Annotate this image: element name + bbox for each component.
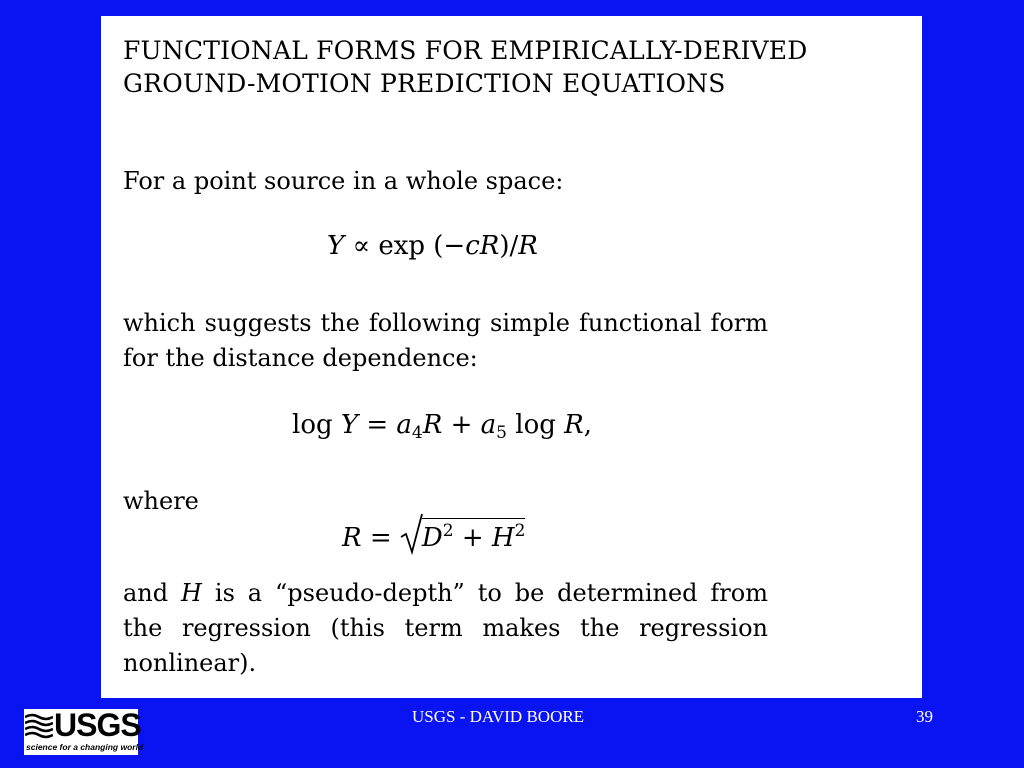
where-text: where [123, 487, 199, 515]
eq3-sup2: 2 [514, 521, 526, 541]
eq3-equals: = [369, 523, 392, 553]
eq3-sup1: 2 [442, 521, 454, 541]
eq3-D: D [421, 523, 443, 553]
eq3-R: R [342, 523, 362, 553]
suggests-paragraph: which suggests the following simple functional form for the distance dependence: [123, 309, 768, 372]
eq1-lhs: Y [327, 231, 345, 261]
radical-sign-icon [400, 512, 424, 556]
closing-part1: and [123, 579, 169, 607]
eq2-a5: a [480, 410, 497, 440]
eq2-log2: log [515, 410, 556, 440]
slide-title [123, 34, 807, 100]
square-root [400, 518, 526, 553]
eq3-plus: + [461, 523, 484, 553]
equation-log-distance [292, 410, 592, 443]
slide-content-panel [101, 16, 922, 698]
eq2-R1: R [422, 410, 443, 440]
eq2-sub5: 5 [496, 423, 507, 443]
eq2-comma: , [583, 410, 592, 440]
radicand [422, 518, 526, 553]
eq3-H: H [491, 523, 515, 553]
closing-H: H [181, 579, 202, 607]
usgs-logo-tagline: science for a changing world [26, 742, 144, 752]
eq1-rhs-suffix: )/ [499, 231, 519, 261]
eq2-Y: Y [340, 410, 359, 440]
eq1-rhs-R2: R [518, 231, 538, 261]
slide-title-line-2: GROUND-MOTION PREDICTION EQUATIONS [123, 69, 726, 98]
page-number: 39 [916, 707, 933, 726]
equation-proportionality [327, 231, 538, 261]
intro-text: For a point source in a whole space: [123, 167, 564, 195]
closing-paragraph [123, 576, 768, 681]
usgs-logo-word: USGS [54, 707, 141, 743]
usgs-wave-icon [25, 711, 53, 739]
closing-part2: is a “pseudo-depth” to be determined from the regression (this term makes the regression nonlinear). [123, 579, 768, 677]
slide-title-line-1: FUNCTIONAL FORMS FOR EMPIRICALLY-DERIVED [123, 36, 808, 65]
eq2-equals: = [366, 410, 389, 440]
eq1-rhs-R: R [479, 231, 500, 261]
eq1-rhs-prefix: exp (− [378, 231, 466, 261]
eq2-plus: + [450, 410, 473, 440]
eq2-sub4: 4 [411, 423, 423, 443]
eq1-rhs-c: c [465, 231, 480, 261]
eq2-a4: a [396, 410, 412, 440]
usgs-logo [24, 707, 144, 755]
eq2-log1: log [292, 410, 333, 440]
footer-author: USGS - DAVID BOORE [412, 707, 585, 726]
eq1-relation: ∝ [352, 231, 371, 261]
equation-hypocentral-distance [342, 518, 525, 553]
eq2-R2: R [564, 410, 584, 440]
